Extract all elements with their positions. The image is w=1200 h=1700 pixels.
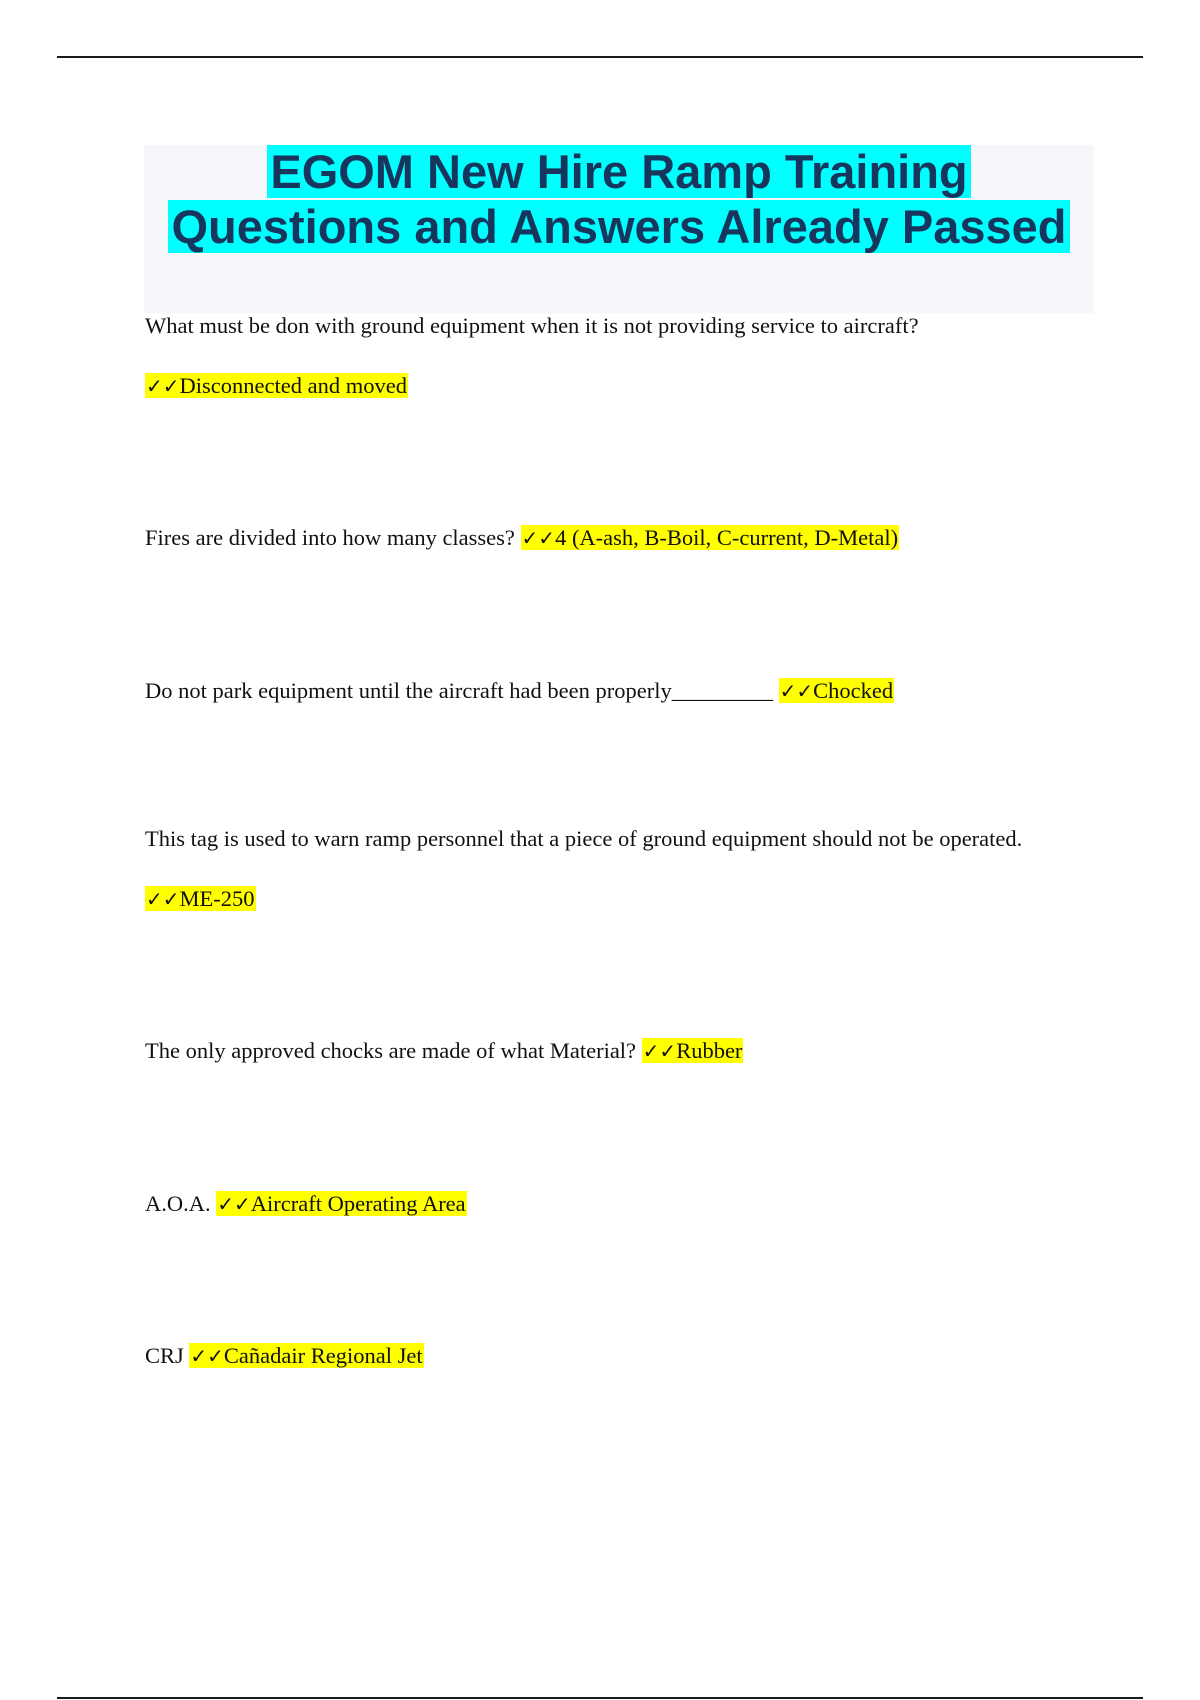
answer-text: Aircraft Operating Area: [250, 1191, 466, 1216]
answer-highlight: [521, 525, 900, 550]
answer-text: ME-250: [179, 886, 255, 911]
answer-1: [145, 371, 408, 401]
question-text: The only approved chocks are made of what Material?: [145, 1038, 642, 1063]
question-text: What must be don with ground equipment when it is not providing service to aircraft?: [145, 313, 919, 338]
check-icon: ✓✓: [779, 679, 814, 703]
answer-text: Cañadair Regional Jet: [223, 1343, 423, 1368]
question-3: [145, 676, 894, 706]
bottom-rule: [57, 1697, 1143, 1699]
answer-highlight: [145, 886, 256, 911]
question-text: CRJ: [145, 1343, 190, 1368]
check-icon: ✓✓: [521, 526, 556, 550]
question-text: Do not park equipment until the aircraft had been properly_________: [145, 678, 779, 703]
top-rule: [57, 56, 1143, 58]
answer-text: Disconnected and moved: [179, 373, 407, 398]
check-icon: ✓✓: [146, 887, 180, 911]
check-icon: ✓✓: [146, 374, 180, 398]
answer-highlight: [642, 1038, 744, 1063]
answer-text: 4 (A-ash, B-Boil, C-current, D-Metal): [555, 525, 899, 550]
title-line-2: Questions and Answers Already Passed: [168, 200, 1069, 253]
check-icon: ✓✓: [642, 1039, 677, 1063]
question-5: [145, 1036, 743, 1066]
answer-highlight: [145, 373, 408, 398]
question-text: This tag is used to warn ramp personnel that a piece of ground equipment should not be operated.: [145, 826, 1023, 851]
answer-4: [145, 884, 256, 914]
check-icon: ✓✓: [190, 1344, 224, 1368]
answer-text: Rubber: [676, 1038, 743, 1063]
answer-text: Chocked: [813, 678, 894, 703]
check-icon: ✓✓: [217, 1192, 251, 1216]
question-7: [145, 1341, 424, 1371]
question-4: [145, 824, 1022, 854]
answer-highlight: [189, 1343, 423, 1368]
title-line-1: EGOM New Hire Ramp Training: [267, 145, 970, 198]
question-text: Fires are divided into how many classes?: [145, 525, 521, 550]
question-2: [145, 523, 899, 553]
answer-highlight: [779, 678, 895, 703]
document-title: [144, 144, 1094, 254]
question-1: [145, 311, 919, 341]
question-6: [145, 1189, 467, 1219]
answer-highlight: [216, 1191, 466, 1216]
question-text: A.O.A.: [145, 1191, 217, 1216]
